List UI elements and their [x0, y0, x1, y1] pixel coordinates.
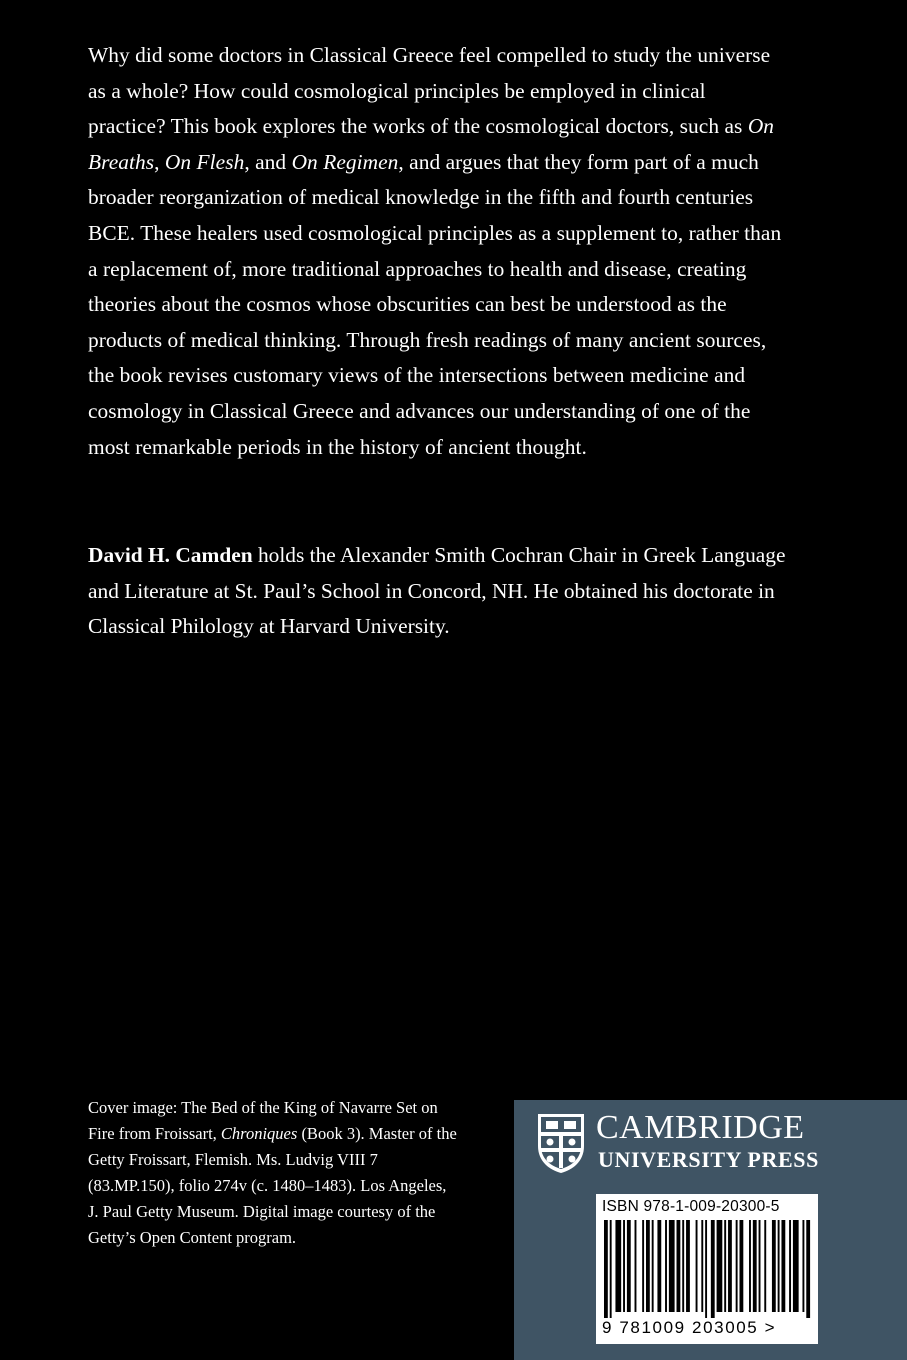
barcode-bar: [686, 1220, 690, 1312]
barcode-bar: [753, 1220, 757, 1312]
barcode-bar: [711, 1220, 715, 1318]
barcode-bar: [615, 1220, 621, 1312]
barcode-bar: [652, 1220, 654, 1312]
barcode-bar: [778, 1220, 780, 1312]
separator: ,: [154, 149, 165, 174]
barcode-bar: [728, 1220, 732, 1312]
barcode-bar: [657, 1220, 661, 1312]
author-bio-text: holds the Alexander Smith Cochran Chair in Greek Language and Literature at St. Paul’s School in Concord, NH. He obtained his doctorate in Classical Philology at Harvard University.: [88, 543, 786, 639]
barcode-bar: [696, 1220, 698, 1312]
cambridge-crest-icon: [536, 1112, 586, 1174]
barcode-bar: [759, 1220, 761, 1312]
publisher-name: CAMBRIDGE: [596, 1109, 805, 1146]
barcode-bar: [736, 1220, 738, 1312]
barcode-bar: [669, 1220, 675, 1312]
barcode-bar: [789, 1220, 791, 1312]
barcode-icon: [602, 1220, 814, 1318]
barcode-bar: [739, 1220, 743, 1312]
barcode-bar: [802, 1220, 804, 1312]
barcode-bar: [772, 1220, 776, 1312]
description-text-1: Why did some doctors in Classical Greece feel compelled to study the universe as a whole? How could cosmological principles be employed in clinical practice? This book explores the works of the cosmological doctors, such as: [88, 43, 771, 139]
barcode-digits: 9 781009 203005 >: [602, 1318, 777, 1337]
barcode-bar: [646, 1220, 650, 1312]
author-name: David H. Camden: [88, 543, 253, 567]
credit-text-1: Cover image: The Bed of the King of Navarre Set on Fire from Froissart,: [88, 1098, 438, 1143]
book-description: [88, 38, 788, 465]
barcode-bar: [793, 1220, 799, 1312]
barcode-bar: [806, 1220, 810, 1318]
barcode-bar: [627, 1220, 631, 1312]
barcode-bar: [749, 1220, 751, 1312]
barcode-bar: [705, 1220, 707, 1318]
barcode-bar: [610, 1220, 612, 1318]
barcode-panel: [596, 1194, 818, 1344]
barcode-bar: [701, 1220, 703, 1312]
barcode-bar: [623, 1220, 625, 1312]
credit-text-2: (Book 3). Master of the Getty Froissart, Flemish. Ms. Ludvig VIII 7 (83.MP.150), folio 274v (c. 1480–1483). Los Angeles, J. Paul Getty Museum. Digital image courtesy of the Getty’s Open Content program.: [88, 1124, 457, 1247]
barcode-bar: [677, 1220, 681, 1312]
title-on-regimen: On Regimen: [291, 149, 399, 174]
title-on-breaths: On Breaths: [88, 114, 775, 174]
barcode-bar: [642, 1220, 644, 1312]
barcode-bar: [764, 1220, 766, 1312]
barcode-bar: [665, 1220, 667, 1312]
barcode-bar: [717, 1220, 723, 1312]
barcode-bar: [682, 1220, 684, 1312]
description-text-2: , and argues that they form part of a much broader reorganization of medical knowledge in the fifth and fourth centuries BCE. These healers used cosmological principles as a supplement to, rather than a replacement of, more traditional approaches to health and disease, creating theories about the cosmos whose obscurities can best be understood as the products of medical thinking. Through fresh readings of many ancient sources, the book revises customary views of the intersections between medicine and cosmology in Classical Greece and advances our understanding of one of the most remarkable periods in the history of ancient thought.: [88, 149, 782, 459]
barcode-bar: [781, 1220, 785, 1312]
credit-work-title: Chroniques: [220, 1124, 298, 1143]
title-on-flesh: On Flesh: [164, 149, 245, 174]
barcode-bar: [604, 1220, 608, 1318]
author-bio: [88, 538, 788, 645]
publisher-panel: [514, 1100, 907, 1360]
publisher-subtitle: UNIVERSITY PRESS: [598, 1147, 819, 1172]
isbn-label: ISBN 978-1-009-20300-5: [602, 1198, 780, 1215]
barcode-bar: [635, 1220, 637, 1312]
cover-image-credit: [88, 1095, 458, 1251]
barcode-bar: [724, 1220, 726, 1312]
separator: , and: [244, 149, 292, 174]
